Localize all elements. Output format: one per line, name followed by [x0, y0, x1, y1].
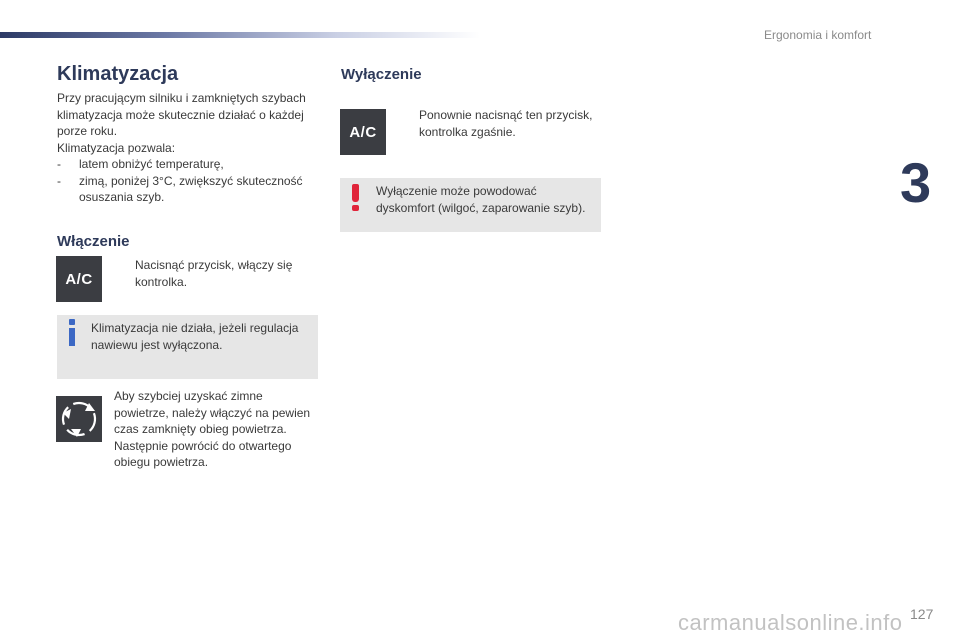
info-note — [57, 315, 318, 379]
header-gradient-bar — [0, 32, 480, 38]
air-recirculation-icon — [56, 396, 102, 442]
heading-on: Włączenie — [57, 233, 130, 250]
warning-note — [340, 178, 601, 232]
warning-note-text: Wyłączenie może powodować dyskomfort (wilgoć, zaparowanie szyb). — [376, 184, 586, 215]
intro-line: Klimatyzacja pozwala: — [57, 140, 176, 155]
intro-line: porze roku. — [57, 124, 118, 138]
ac-button-icon — [56, 256, 102, 302]
page-title: Klimatyzacja — [57, 63, 179, 85]
warning-icon — [352, 184, 360, 212]
page-number: 127 — [910, 606, 934, 622]
intro-line: Przy pracującym silniku i zamkniętych szybach — [57, 91, 306, 105]
watermark: carmanualsonline.info — [678, 610, 903, 635]
ac-button-icon — [340, 109, 386, 155]
list-item: - latem obniżyć temperaturę, — [57, 157, 224, 171]
info-note-text: Klimatyzacja nie działa, jeżeli regulacja nawiewu jest wyłączona. — [91, 321, 299, 352]
chapter-number: 3 — [900, 151, 930, 214]
off-instruction: Ponownie nacisnąć ten przycisk, kontrolka zgaśnie. — [419, 108, 593, 139]
ac-label: A/C — [349, 123, 377, 141]
heading-off: Wyłączenie — [341, 66, 422, 83]
on-instruction: Nacisnąć przycisk, włączy się kontrolka. — [135, 258, 293, 289]
ac-label: A/C — [65, 270, 93, 288]
section-title: Ergonomia i komfort — [764, 28, 872, 42]
intro-text — [57, 90, 327, 206]
list-item: - zimą, poniżej 3°C, zwiększyć skuteczność osuszania szyb. — [57, 173, 303, 204]
intro-line: klimatyzacja może skutecznie działać o każdej — [57, 107, 304, 122]
info-icon — [67, 319, 77, 347]
recirculation-text: Aby szybciej uzyskać zimne powietrze, należy włączyć na pewien czas zamknięty obieg powietrza. Następnie powrócić do otwartego obiegu powietrza. — [114, 389, 311, 469]
